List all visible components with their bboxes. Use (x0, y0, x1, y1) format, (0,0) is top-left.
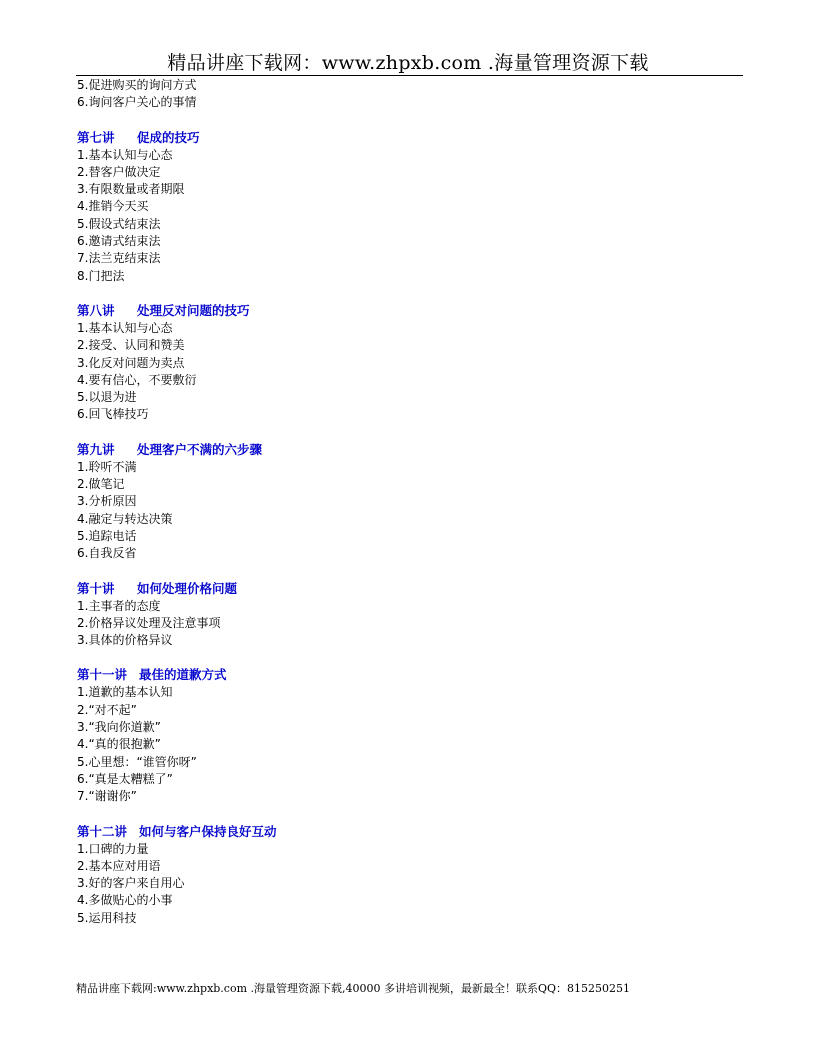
list-item: 7.“谢谢你” (77, 789, 137, 804)
list-item: 3.“我向你道歉” (77, 720, 161, 735)
lecture-section (77, 441, 737, 563)
list-item: 1.主事者的态度 (77, 598, 161, 613)
lecture-section (77, 129, 737, 285)
list-item: 4.多做贴心的小事 (77, 893, 173, 908)
list-item: 6.询问客户关心的事情 (77, 95, 197, 110)
section-heading (77, 441, 737, 459)
section-title: 处理反对问题的技巧 (137, 302, 250, 318)
list-item: 2.替客户做决定 (77, 164, 161, 179)
page-header-title: 精品讲座下载网：www.zhpxb.com .海量管理资源下载 (167, 52, 649, 74)
list-item: 5.运用科技 (77, 910, 137, 925)
intro-list (77, 77, 737, 112)
list-item: 5.假设式结束法 (77, 216, 161, 231)
lecture-section (77, 580, 737, 650)
section-number: 第九讲 (77, 441, 115, 457)
list-item: 3.化反对问题为卖点 (77, 355, 185, 370)
header-divider (76, 75, 743, 76)
list-item: 4.要有信心，不要敷衍 (77, 372, 197, 387)
list-item: 7.法兰克结束法 (77, 251, 161, 266)
list-item: 6.邀请式结束法 (77, 234, 161, 249)
list-item: 3.有限数量或者期限 (77, 182, 185, 197)
list-item: 5.心里想：“谁管你呀” (77, 754, 197, 769)
list-item: 6.“真是太糟糕了” (77, 771, 173, 786)
section-title: 处理客户不满的六步骤 (137, 441, 263, 457)
list-item: 4.推销今天买 (77, 199, 149, 214)
list-item: 6.自我反省 (77, 546, 137, 561)
list-item: 3.好的客户来自用心 (77, 876, 185, 891)
section-number: 第十一讲 (77, 667, 128, 683)
list-item: 2.价格异议处理及注意事项 (77, 615, 221, 630)
list-item: 1.基本认知与心态 (77, 147, 173, 162)
section-number: 第八讲 (77, 302, 115, 318)
section-title: 如何处理价格问题 (137, 580, 238, 596)
list-item: 3.分析原因 (77, 494, 137, 509)
list-item: 2.接受、认同和赞美 (77, 338, 185, 353)
list-item: 1.基本认知与心态 (77, 320, 173, 335)
list-item: 1.道歉的基本认知 (77, 685, 173, 700)
list-item: 2.“对不起” (77, 702, 137, 717)
list-item: 6.回飞棒技巧 (77, 407, 149, 422)
page-footer: 精品讲座下载网:www.zhpxb.com .海量管理资源下载,40000 多讲培训视频，最新最全！联系QQ：815250251 (76, 982, 631, 995)
section-heading (77, 129, 737, 147)
list-item: 3.具体的价格异议 (77, 633, 173, 648)
list-item: 2.基本应对用语 (77, 858, 161, 873)
document-body (77, 77, 737, 927)
lecture-section (77, 302, 737, 424)
section-number: 第七讲 (77, 129, 115, 145)
list-item: 1.口碑的力量 (77, 841, 149, 856)
section-heading (77, 666, 737, 684)
list-item: 2.做笔记 (77, 477, 125, 492)
section-heading (77, 823, 737, 841)
list-item: 1.聆听不满 (77, 459, 137, 474)
section-title: 如何与客户保持良好互动 (139, 823, 277, 839)
lecture-sections (77, 129, 737, 927)
section-title: 最佳的道歉方式 (139, 667, 227, 683)
list-item: 5.以退为进 (77, 390, 137, 405)
section-number: 第十二讲 (77, 823, 128, 839)
list-item: 8.门把法 (77, 268, 125, 283)
section-heading (77, 302, 737, 320)
lecture-section (77, 666, 737, 805)
section-title: 促成的技巧 (137, 129, 200, 145)
list-item: 5.追踪电话 (77, 528, 137, 543)
list-item: 5.促进购买的询问方式 (77, 78, 197, 92)
list-item: 4.融定与转达决策 (77, 511, 173, 526)
section-number: 第十讲 (77, 580, 115, 596)
list-item: 4.“真的很抱歉” (77, 737, 161, 752)
lecture-section (77, 823, 737, 927)
section-heading (77, 580, 737, 598)
